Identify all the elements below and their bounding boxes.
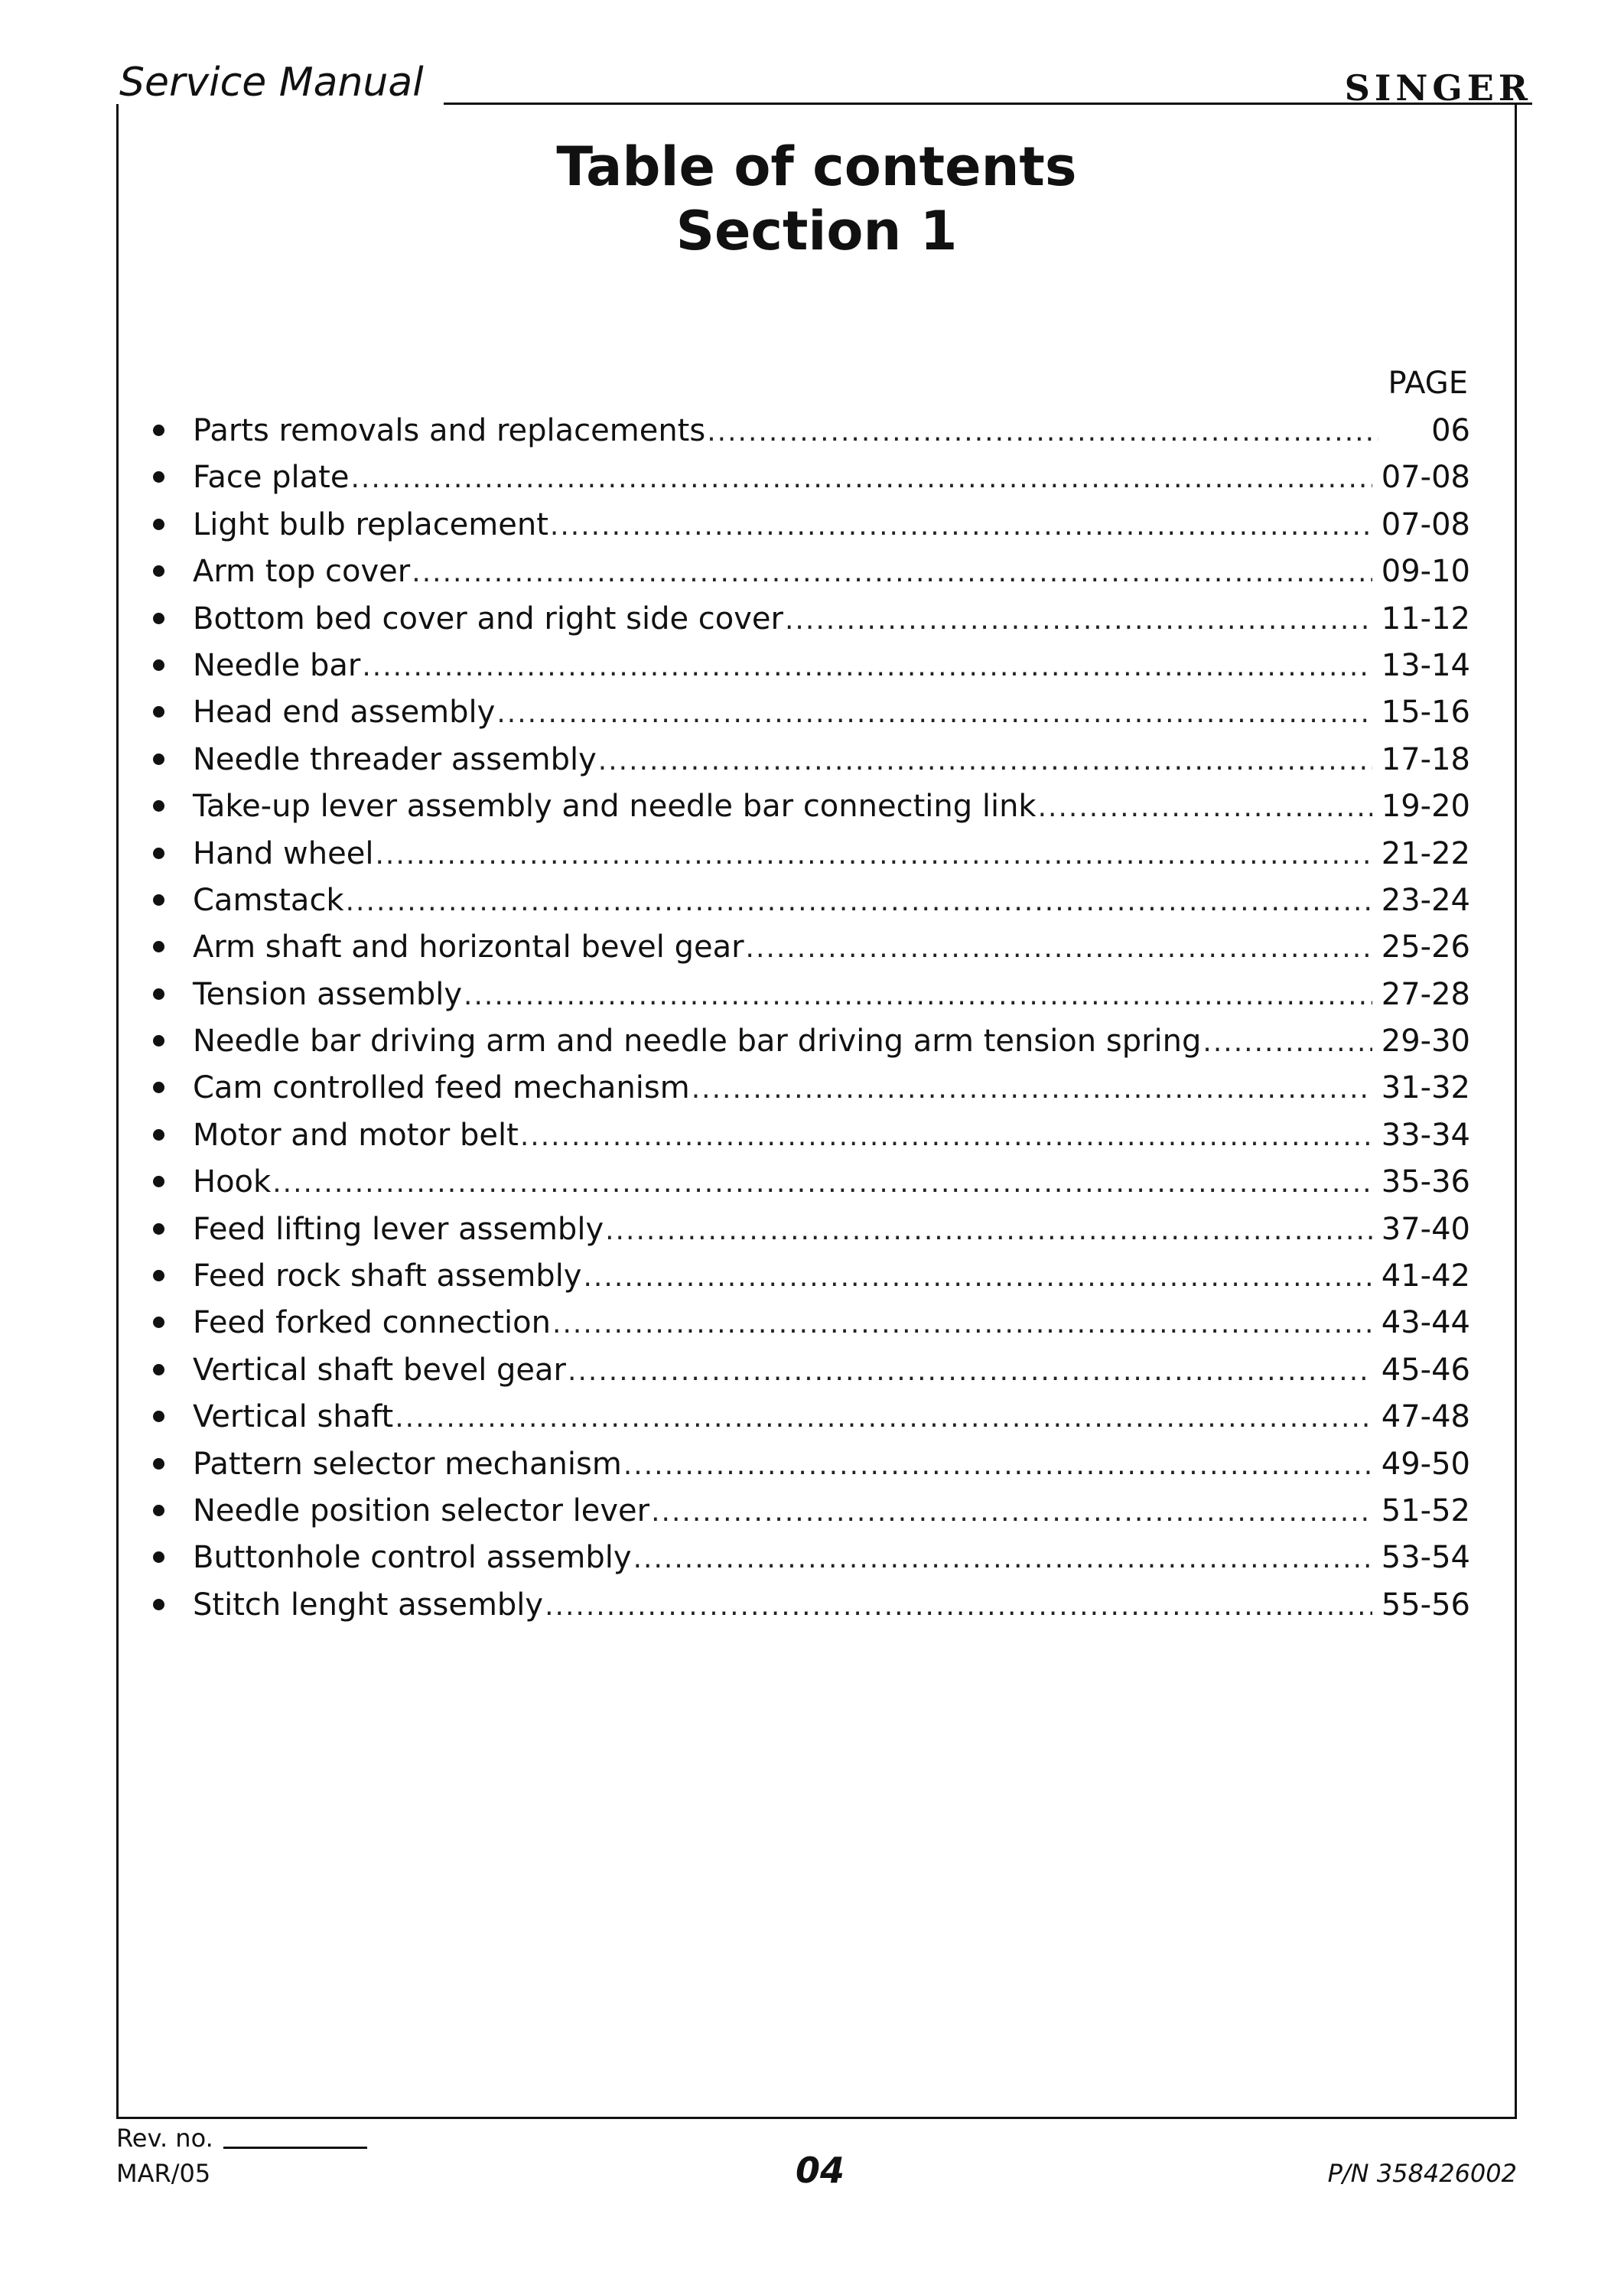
toc-entry[interactable] [153, 977, 1470, 1024]
dot-leader [520, 1121, 1372, 1152]
dot-leader [395, 1402, 1372, 1434]
revision-rule [223, 2147, 367, 2149]
toc-entry-page: 19-20 [1381, 789, 1470, 825]
dot-leader [362, 651, 1372, 682]
toc-title: Table of contents [556, 135, 1077, 198]
toc-heading [116, 135, 1517, 263]
bullet-icon [153, 565, 164, 577]
toc-entry[interactable] [153, 554, 1470, 601]
manual-title: Service Manual [119, 60, 424, 106]
toc-entry-page: 43-44 [1381, 1305, 1470, 1341]
toc-entry-label: Face plate [193, 460, 350, 496]
dot-leader [598, 745, 1372, 776]
dot-leader [464, 980, 1372, 1011]
toc-entry[interactable] [153, 742, 1470, 789]
bullet-icon [153, 941, 164, 952]
toc-entry-page: 29-30 [1381, 1024, 1470, 1060]
toc-entry-page: 35-36 [1381, 1164, 1470, 1200]
toc-entry-page: 53-54 [1381, 1540, 1470, 1576]
toc-entry[interactable] [153, 1118, 1470, 1164]
dot-leader [346, 886, 1372, 917]
dot-leader [545, 1590, 1372, 1622]
toc-entry-page: 07-08 [1381, 460, 1470, 496]
toc-entry-page: 11-12 [1381, 601, 1470, 636]
page-column-label: PAGE [1388, 366, 1468, 401]
toc-entry-label: Stitch lenght assembly [193, 1587, 544, 1623]
toc-entry[interactable] [153, 507, 1470, 554]
bullet-icon [153, 1364, 164, 1375]
toc-entry[interactable] [153, 601, 1470, 648]
toc-entry-page: 21-22 [1381, 835, 1470, 871]
toc-entry-page: 55-56 [1381, 1587, 1470, 1623]
toc-entry-label: Cam controlled feed mechanism [193, 1070, 690, 1106]
toc-entry[interactable] [153, 413, 1470, 460]
bullet-icon [153, 894, 164, 906]
toc-entry[interactable] [153, 789, 1470, 835]
dot-leader [583, 1261, 1372, 1293]
revision-date: MAR/05 [116, 2159, 211, 2188]
toc-entry-label: Needle bar driving arm and needle bar driving arm tension spring [193, 1024, 1202, 1060]
dot-leader [692, 1073, 1372, 1105]
dot-leader [568, 1356, 1372, 1387]
toc-entry-page: 25-26 [1381, 929, 1470, 965]
toc-entry[interactable] [153, 648, 1470, 695]
toc-entry[interactable] [153, 1587, 1470, 1634]
toc-entry-label: Vertical shaft [193, 1399, 394, 1435]
bullet-icon [153, 471, 164, 483]
toc-entry[interactable] [153, 1258, 1470, 1305]
toc-entry[interactable] [153, 836, 1470, 883]
bullet-icon [153, 1317, 164, 1328]
bullet-icon [153, 800, 164, 812]
toc-entry-page: 37-40 [1381, 1211, 1470, 1247]
dot-leader [605, 1215, 1372, 1246]
bullet-icon [153, 754, 164, 765]
dot-leader [272, 1167, 1372, 1199]
toc-entry-label: Hand wheel [193, 835, 374, 871]
revision-label: Rev. no. [116, 2124, 213, 2153]
bullet-icon [153, 988, 164, 1000]
dot-leader [746, 933, 1372, 964]
dot-leader [1038, 792, 1372, 823]
toc-entry-label: Needle bar [193, 647, 361, 683]
dot-leader [707, 416, 1378, 448]
toc-entry-label: Pattern selector mechanism [193, 1446, 622, 1482]
dot-leader [623, 1450, 1372, 1481]
toc-entry-page: 06 [1431, 413, 1470, 448]
toc-entry-page: 09-10 [1381, 554, 1470, 590]
toc-entry[interactable] [153, 1540, 1470, 1587]
dot-leader [633, 1543, 1372, 1574]
toc-entry-label: Buttonhole control assembly [193, 1540, 632, 1576]
toc-entry[interactable] [153, 1305, 1470, 1352]
dot-leader [785, 604, 1372, 636]
toc-entry-page: 33-34 [1381, 1117, 1470, 1153]
toc-entry[interactable] [153, 929, 1470, 976]
bullet-icon [153, 1035, 164, 1047]
toc-entry[interactable] [153, 460, 1470, 506]
toc-entry-page: 27-28 [1381, 976, 1470, 1012]
toc-entry-page: 45-46 [1381, 1352, 1470, 1388]
toc-entry[interactable] [153, 1353, 1470, 1399]
bullet-icon [153, 613, 164, 624]
toc-entry-label: Arm shaft and horizontal bevel gear [193, 929, 744, 965]
bullet-icon [153, 1082, 164, 1093]
toc-entry-label: Needle threader assembly [193, 741, 597, 777]
toc-entry-label: Feed rock shaft assembly [193, 1258, 582, 1294]
bullet-icon [153, 659, 164, 671]
bullet-icon [153, 1223, 164, 1235]
toc-entry[interactable] [153, 1399, 1470, 1446]
dot-leader [550, 510, 1372, 542]
dot-leader [375, 839, 1372, 871]
toc-entry-page: 49-50 [1381, 1446, 1470, 1482]
dot-leader [552, 1308, 1372, 1340]
bullet-icon [153, 425, 164, 436]
toc-entry-page: 31-32 [1381, 1070, 1470, 1106]
toc-entry[interactable] [153, 1070, 1470, 1117]
dot-leader [350, 463, 1372, 494]
bullet-icon [153, 519, 164, 530]
dot-leader [651, 1496, 1372, 1528]
toc-entry-page: 47-48 [1381, 1399, 1470, 1435]
brand-logo: SINGER [1344, 67, 1532, 109]
bullet-icon [153, 1458, 164, 1470]
toc-entry-label: Parts removals and replacements [193, 413, 706, 448]
toc-entry-label: Take-up lever assembly and needle bar connecting link [193, 789, 1037, 825]
toc-entry-label: Tension assembly [193, 976, 463, 1012]
toc-entry-page: 23-24 [1381, 882, 1470, 918]
toc-entry-page: 17-18 [1381, 741, 1470, 777]
dot-leader [1203, 1027, 1372, 1058]
bullet-icon [153, 706, 164, 718]
toc-entry-label: Arm top cover [193, 554, 411, 590]
toc-entry-label: Vertical shaft bevel gear [193, 1352, 566, 1388]
toc-entry-page: 13-14 [1381, 647, 1470, 683]
toc-entry-label: Feed lifting lever assembly [193, 1211, 604, 1247]
bullet-icon [153, 848, 164, 859]
toc-entry[interactable] [153, 883, 1470, 929]
toc-entry-page: 51-52 [1381, 1493, 1470, 1528]
toc-entry-label: Motor and motor belt [193, 1117, 519, 1153]
toc-entry[interactable] [153, 1493, 1470, 1540]
toc-entry-page: 41-42 [1381, 1258, 1470, 1294]
bullet-icon [153, 1270, 164, 1281]
toc-entry-page: 07-08 [1381, 506, 1470, 542]
bullet-icon [153, 1129, 164, 1141]
bullet-icon [153, 1411, 164, 1422]
toc-section: Section 1 [675, 200, 958, 262]
part-number: P/N 358426002 [1327, 2159, 1517, 2188]
toc-entry-label: Needle position selector lever [193, 1493, 650, 1528]
toc-list [153, 413, 1470, 1634]
toc-entry[interactable] [153, 1447, 1470, 1493]
bullet-icon [153, 1599, 164, 1610]
toc-entry[interactable] [153, 1164, 1470, 1211]
toc-entry-label: Camstack [193, 882, 344, 918]
toc-entry-label: Feed forked connection [193, 1305, 551, 1341]
toc-entry-page: 15-16 [1381, 695, 1470, 731]
toc-entry[interactable] [153, 1024, 1470, 1070]
dot-leader [412, 557, 1372, 588]
bullet-icon [153, 1505, 164, 1516]
toc-entry[interactable] [153, 695, 1470, 741]
page-number: 04 [796, 2150, 845, 2191]
toc-entry-label: Bottom bed cover and right side cover [193, 601, 783, 636]
bullet-icon [153, 1176, 164, 1187]
toc-entry[interactable] [153, 1212, 1470, 1258]
toc-entry-label: Hook [193, 1164, 272, 1200]
bullet-icon [153, 1551, 164, 1563]
toc-entry-label: Light bulb replacement [193, 506, 548, 542]
toc-entry-label: Head end assembly [193, 695, 496, 731]
dot-leader [496, 698, 1372, 729]
